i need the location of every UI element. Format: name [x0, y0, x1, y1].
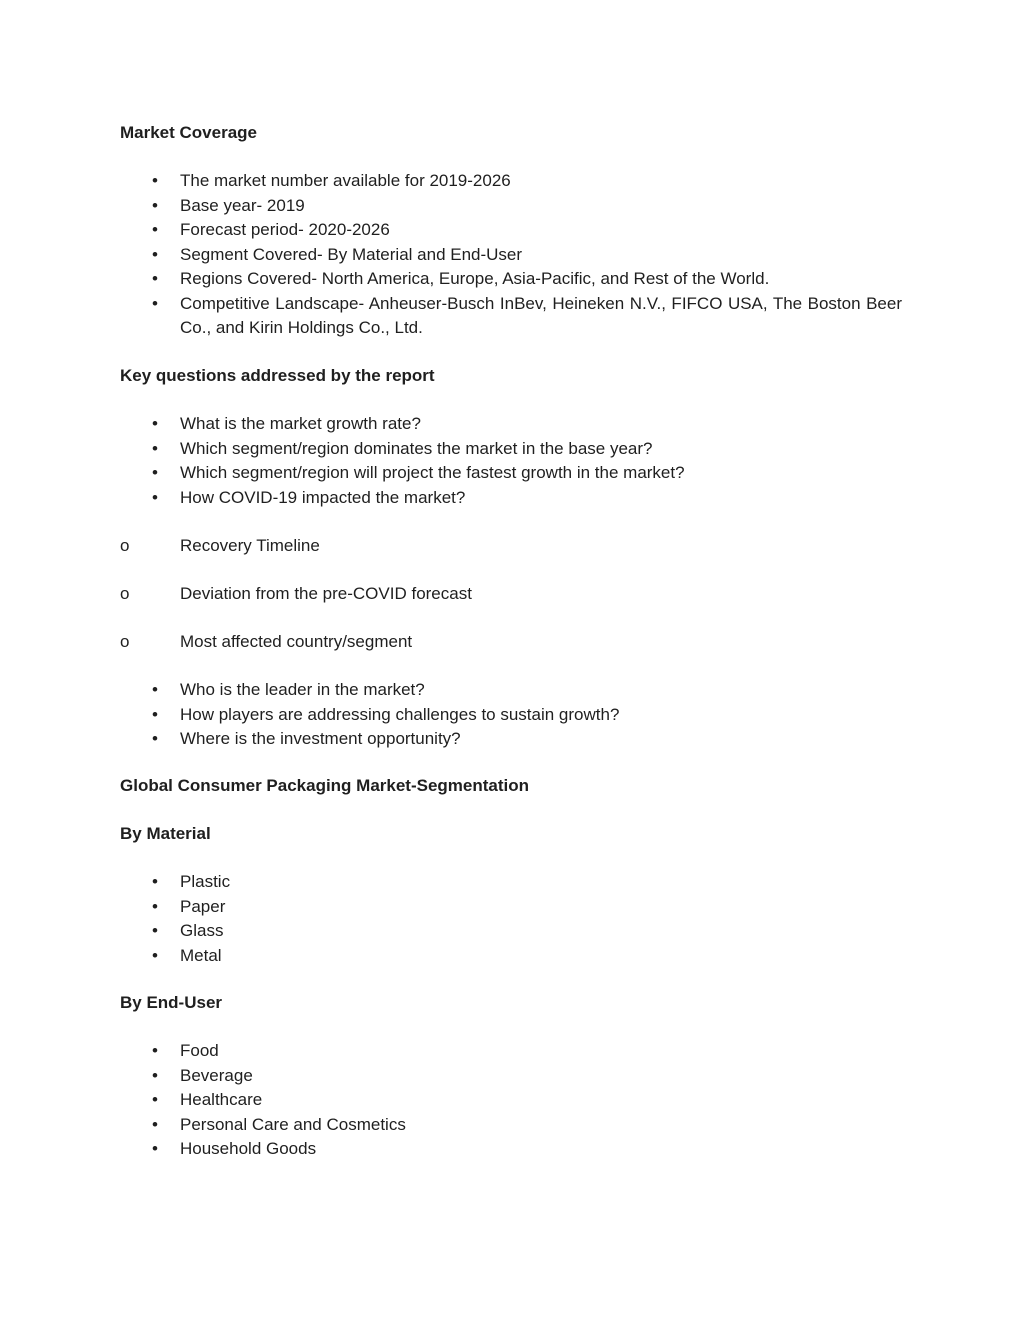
list-item: • Household Goods — [180, 1137, 902, 1162]
list-item: • Which segment/region will project the fastest growth in the market? — [180, 461, 902, 486]
list-item: • Food — [180, 1039, 902, 1064]
sub-bullet-marker: o — [120, 584, 130, 603]
list-item: • Forecast period- 2020-2026 — [180, 218, 902, 243]
list-item: • What is the market growth rate? — [180, 412, 902, 437]
list-item: • Plastic — [180, 870, 902, 895]
sub-list-item-text: Recovery Timeline — [180, 536, 320, 555]
sub-bullet-marker: o — [120, 632, 130, 651]
list-item: • Base year- 2019 — [180, 194, 902, 219]
list-item: • Paper — [180, 895, 902, 920]
list-item: • Beverage — [180, 1064, 902, 1089]
list-item: • Personal Care and Cosmetics — [180, 1113, 902, 1138]
sub-bullet-marker: o — [120, 536, 130, 555]
list-item: • The market number available for 2019-2026 — [180, 169, 902, 194]
list-item: • How players are addressing challenges to sustain growth? — [180, 703, 902, 728]
by-end-user-heading: By End-User — [120, 993, 223, 1012]
list-item: • Regions Covered- North America, Europe, Asia-Pacific, and Rest of the World. — [180, 267, 902, 292]
sub-list-item-text: Most affected country/segment — [180, 632, 413, 651]
list-item: • How COVID-19 impacted the market? — [180, 486, 902, 511]
list-item: • Which segment/region dominates the market in the base year? — [180, 437, 902, 462]
segmentation-heading: Global Consumer Packaging Market-Segmentation — [120, 776, 530, 795]
by-material-heading: By Material — [120, 824, 211, 843]
market-coverage-heading: Market Coverage — [120, 123, 258, 142]
list-item: • Healthcare — [180, 1088, 902, 1113]
list-item: • Metal — [180, 944, 902, 969]
list-item: • Segment Covered- By Material and End-User — [180, 243, 902, 268]
sub-list-item-text: Deviation from the pre-COVID forecast — [180, 584, 472, 603]
list-item: • Competitive Landscape- Anheuser-Busch InBev, Heineken N.V., FIFCO USA, The Boston Beer Co., and Kirin Holdings Co., Ltd. — [180, 292, 902, 341]
key-questions-heading: Key questions addressed by the report — [120, 366, 435, 385]
list-item: • Who is the leader in the market? — [180, 678, 902, 703]
list-item: • Glass — [180, 919, 902, 944]
list-item: • Where is the investment opportunity? — [180, 727, 902, 752]
